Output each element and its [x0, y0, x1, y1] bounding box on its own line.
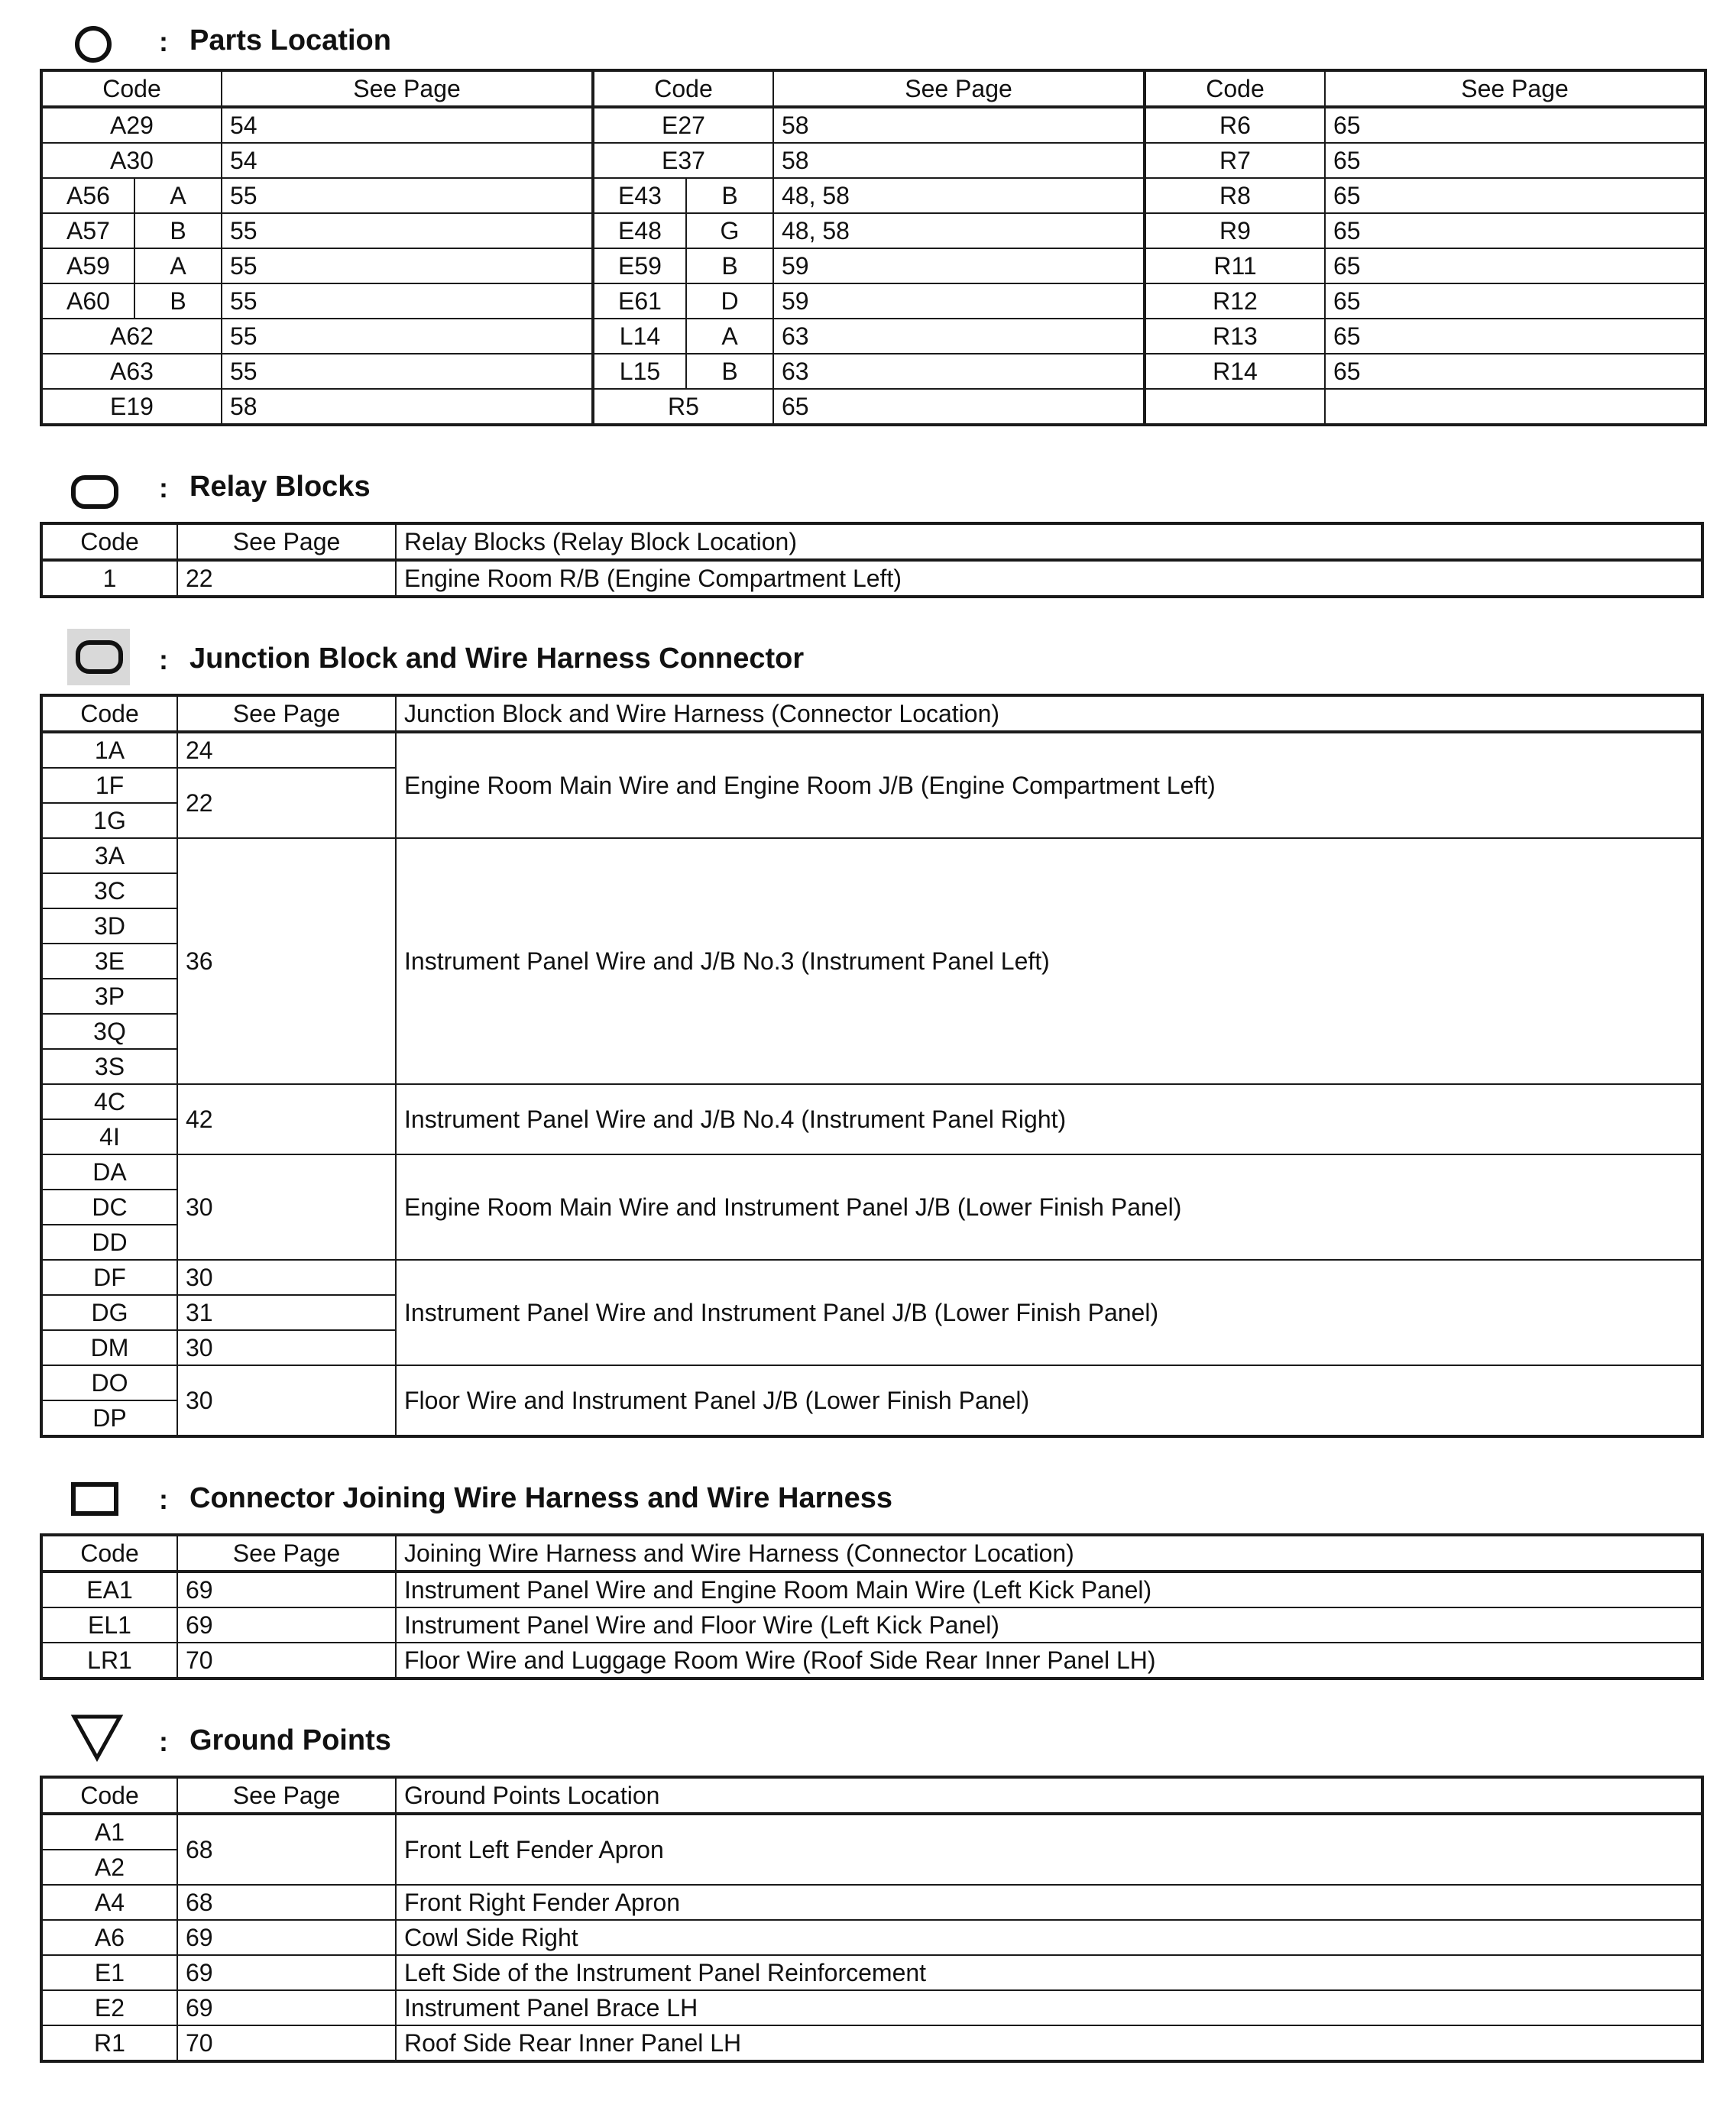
table-row [41, 213, 1705, 248]
see-page-cell: 68 [177, 1814, 396, 1885]
see-page-cell: 65 [1325, 107, 1705, 143]
column-header-code: Code [1145, 70, 1325, 107]
see-page-cell: 55 [222, 248, 593, 283]
location-cell: Roof Side Rear Inner Panel LH [396, 2025, 1702, 2061]
see-page-cell: 65 [1325, 319, 1705, 354]
code-cell: 1 [41, 560, 177, 597]
table-header-row [41, 70, 1705, 107]
relay-blocks-header [40, 426, 1705, 522]
code-cell: R13 [1145, 319, 1325, 354]
code-cell: DD [41, 1225, 177, 1260]
code-cell: 3Q [41, 1014, 177, 1049]
table-row [41, 1365, 1702, 1400]
code-cell: A30 [41, 143, 222, 178]
ground-points-table [40, 1776, 1704, 2063]
table-row [41, 1643, 1702, 1679]
location-cell: Engine Room R/B (Engine Compartment Left) [396, 560, 1702, 597]
section-colon: : [159, 644, 168, 675]
code-cell: E59 [593, 248, 686, 283]
code-cell: R8 [1145, 178, 1325, 213]
location-cell: Instrument Panel Wire and J/B No.4 (Instrument Panel Right) [396, 1084, 1702, 1154]
table-row [41, 1885, 1702, 1920]
code-cell: EL1 [41, 1607, 177, 1643]
section-title: Parts Location [189, 24, 391, 57]
see-page-cell: 54 [222, 107, 593, 143]
code-cell: R9 [1145, 213, 1325, 248]
code-cell: E43 [593, 178, 686, 213]
see-page-cell: 42 [177, 1084, 396, 1154]
code-cell: A59 [41, 248, 134, 283]
location-cell: Instrument Panel Wire and Instrument Panel J/B (Lower Finish Panel) [396, 1260, 1702, 1365]
see-page-cell: 59 [773, 283, 1145, 319]
see-page-cell: 48, 58 [773, 213, 1145, 248]
code-cell: A56 [41, 178, 134, 213]
code-cell: 3A [41, 838, 177, 873]
table-row [41, 283, 1705, 319]
junction-blocks-header [40, 598, 1705, 694]
code-cell: A6 [41, 1920, 177, 1955]
location-cell: Engine Room Main Wire and Engine Room J/B (Engine Compartment Left) [396, 732, 1702, 838]
column-header-code: Code [41, 70, 222, 107]
code-cell: 1A [41, 732, 177, 768]
see-page-cell: 30 [177, 1330, 396, 1365]
table-row [41, 319, 1705, 354]
rounded-rectangle-icon [70, 469, 119, 515]
see-page-cell: 65 [1325, 213, 1705, 248]
table-row [41, 1955, 1702, 1990]
location-cell: Floor Wire and Luggage Room Wire (Roof Side Rear Inner Panel LH) [396, 1643, 1702, 1679]
section-colon: : [159, 472, 168, 503]
code-cell: DO [41, 1365, 177, 1400]
see-page-cell: 65 [1325, 143, 1705, 178]
see-page-cell: 65 [1325, 354, 1705, 389]
table-row [41, 107, 1705, 143]
see-page-cell: 55 [222, 354, 593, 389]
column-header-see-page: See Page [177, 523, 396, 560]
triangle-icon [70, 1712, 124, 1763]
ground-points-header [40, 1680, 1705, 1776]
see-page-cell: 58 [773, 107, 1145, 143]
code-cell: R7 [1145, 143, 1325, 178]
variant-cell: B [686, 178, 773, 213]
see-page-cell: 69 [177, 1572, 396, 1607]
code-cell: L15 [593, 354, 686, 389]
code-cell: R11 [1145, 248, 1325, 283]
code-cell: R5 [593, 389, 773, 425]
square-icon [70, 1476, 119, 1522]
table-row [41, 1084, 1702, 1119]
see-page-cell: 69 [177, 1990, 396, 2025]
code-cell: 3C [41, 873, 177, 908]
code-cell: L14 [593, 319, 686, 354]
table-row [41, 1990, 1702, 2025]
see-page-cell: 22 [177, 560, 396, 597]
column-header-see-page: See Page [773, 70, 1145, 107]
table-row [41, 732, 1702, 768]
variant-cell: B [686, 248, 773, 283]
location-cell: Engine Room Main Wire and Instrument Panel J/B (Lower Finish Panel) [396, 1154, 1702, 1260]
code-cell: 3P [41, 979, 177, 1014]
connector-joining-header [40, 1438, 1705, 1533]
see-page-cell: 24 [177, 732, 396, 768]
section-title: Connector Joining Wire Harness and Wire Harness [189, 1482, 892, 1514]
parts-location-table [40, 69, 1707, 426]
see-page-cell: 70 [177, 2025, 396, 2061]
see-page-cell: 55 [222, 178, 593, 213]
code-cell: E1 [41, 1955, 177, 1990]
code-cell: A60 [41, 283, 134, 319]
column-header-code: Code [41, 523, 177, 560]
see-page-cell: 55 [222, 319, 593, 354]
table-header-row [41, 695, 1702, 732]
code-cell: R12 [1145, 283, 1325, 319]
table-row [41, 1154, 1702, 1190]
column-header-code: Code [593, 70, 773, 107]
variant-cell: B [134, 283, 222, 319]
section-title: Relay Blocks [189, 471, 371, 503]
table-row [41, 178, 1705, 213]
see-page-cell: 30 [177, 1365, 396, 1436]
location-cell: Floor Wire and Instrument Panel J/B (Lower Finish Panel) [396, 1365, 1702, 1436]
column-header-see-page: See Page [177, 1535, 396, 1572]
code-cell: DC [41, 1190, 177, 1225]
see-page-cell: 69 [177, 1955, 396, 1990]
column-header-see-page: See Page [177, 1777, 396, 1814]
code-cell: DM [41, 1330, 177, 1365]
section-title: Ground Points [189, 1724, 391, 1756]
table-row [41, 354, 1705, 389]
code-cell: LR1 [41, 1643, 177, 1679]
location-cell: Cowl Side Right [396, 1920, 1702, 1955]
see-page-cell: 31 [177, 1295, 396, 1330]
see-page-cell [1325, 389, 1705, 425]
table-row [41, 838, 1702, 873]
code-cell: 1F [41, 768, 177, 803]
code-cell [1145, 389, 1325, 425]
see-page-cell: 55 [222, 283, 593, 319]
location-cell: Left Side of the Instrument Panel Reinforcement [396, 1955, 1702, 1990]
column-header-see-page: See Page [1325, 70, 1705, 107]
variant-cell: D [686, 283, 773, 319]
see-page-cell: 30 [177, 1260, 396, 1295]
table-row [41, 248, 1705, 283]
code-cell: E19 [41, 389, 222, 425]
table-row [41, 389, 1705, 425]
location-cell: Instrument Panel Brace LH [396, 1990, 1702, 2025]
location-cell: Instrument Panel Wire and J/B No.3 (Instrument Panel Left) [396, 838, 1702, 1084]
code-cell: DA [41, 1154, 177, 1190]
code-cell: A63 [41, 354, 222, 389]
see-page-cell: 65 [1325, 283, 1705, 319]
relay-blocks-table [40, 522, 1704, 598]
see-page-cell: 65 [773, 389, 1145, 425]
table-row [41, 1260, 1702, 1295]
see-page-cell: 59 [773, 248, 1145, 283]
see-page-cell: 70 [177, 1643, 396, 1679]
see-page-cell: 54 [222, 143, 593, 178]
see-page-cell: 65 [1325, 248, 1705, 283]
see-page-cell: 68 [177, 1885, 396, 1920]
see-page-cell: 63 [773, 354, 1145, 389]
code-cell: DP [41, 1400, 177, 1436]
column-header-code: Code [41, 1777, 177, 1814]
column-header-location: Ground Points Location [396, 1777, 1702, 1814]
table-row [41, 1920, 1702, 1955]
section-title: Junction Block and Wire Harness Connector [189, 643, 805, 675]
table-row [41, 1607, 1702, 1643]
code-cell: E2 [41, 1990, 177, 2025]
variant-cell: B [686, 354, 773, 389]
code-cell: R6 [1145, 107, 1325, 143]
location-cell: Front Right Fender Apron [396, 1885, 1702, 1920]
variant-cell: A [686, 319, 773, 354]
column-header-location: Relay Blocks (Relay Block Location) [396, 523, 1702, 560]
table-row [41, 1572, 1702, 1607]
table-header-row [41, 1535, 1702, 1572]
see-page-cell: 69 [177, 1607, 396, 1643]
see-page-cell: 58 [773, 143, 1145, 178]
code-cell: 1G [41, 803, 177, 838]
table-header-row [41, 1777, 1702, 1814]
code-cell: A57 [41, 213, 134, 248]
location-cell: Instrument Panel Wire and Engine Room Main Wire (Left Kick Panel) [396, 1572, 1702, 1607]
see-page-cell: 65 [1325, 178, 1705, 213]
code-cell: 4I [41, 1119, 177, 1154]
column-header-location: Junction Block and Wire Harness (Connector Location) [396, 695, 1702, 732]
variant-cell: G [686, 213, 773, 248]
see-page-cell: 69 [177, 1920, 396, 1955]
code-cell: R1 [41, 2025, 177, 2061]
parts-location-header [40, 0, 1705, 69]
connector-joining-table [40, 1533, 1704, 1680]
location-cell: Front Left Fender Apron [396, 1814, 1702, 1885]
table-row [41, 560, 1702, 597]
see-page-cell: 48, 58 [773, 178, 1145, 213]
code-cell: E48 [593, 213, 686, 248]
table-row [41, 143, 1705, 178]
code-cell: 3D [41, 908, 177, 944]
variant-cell: A [134, 248, 222, 283]
code-cell: DF [41, 1260, 177, 1295]
code-cell: 3E [41, 944, 177, 979]
code-cell: 4C [41, 1084, 177, 1119]
code-cell: A4 [41, 1885, 177, 1920]
code-cell: A1 [41, 1814, 177, 1850]
section-colon: : [159, 26, 168, 57]
code-cell: A2 [41, 1850, 177, 1885]
junction-blocks-table [40, 694, 1704, 1438]
section-colon: : [159, 1484, 168, 1515]
see-page-cell: 58 [222, 389, 593, 425]
see-page-cell: 30 [177, 1154, 396, 1260]
code-cell: DG [41, 1295, 177, 1330]
see-page-cell: 55 [222, 213, 593, 248]
column-header-see-page: See Page [177, 695, 396, 732]
table-row [41, 2025, 1702, 2061]
see-page-cell: 36 [177, 838, 396, 1084]
code-cell: E61 [593, 283, 686, 319]
variant-cell: B [134, 213, 222, 248]
see-page-cell: 22 [177, 768, 396, 838]
code-cell: E27 [593, 107, 773, 143]
code-cell: A29 [41, 107, 222, 143]
column-header-see-page: See Page [222, 70, 593, 107]
column-header-code: Code [41, 1535, 177, 1572]
code-cell: EA1 [41, 1572, 177, 1607]
code-cell: E37 [593, 143, 773, 178]
table-row [41, 1814, 1702, 1850]
code-cell: 3S [41, 1049, 177, 1084]
column-header-location: Joining Wire Harness and Wire Harness (Connector Location) [396, 1535, 1702, 1572]
circle-icon [70, 21, 116, 67]
shaded-rounded-rectangle-icon [75, 634, 124, 680]
column-header-code: Code [41, 695, 177, 732]
see-page-cell: 63 [773, 319, 1145, 354]
section-colon: : [159, 1726, 168, 1757]
location-cell: Instrument Panel Wire and Floor Wire (Left Kick Panel) [396, 1607, 1702, 1643]
code-cell: R14 [1145, 354, 1325, 389]
variant-cell: A [134, 178, 222, 213]
code-cell: A62 [41, 319, 222, 354]
table-header-row [41, 523, 1702, 560]
